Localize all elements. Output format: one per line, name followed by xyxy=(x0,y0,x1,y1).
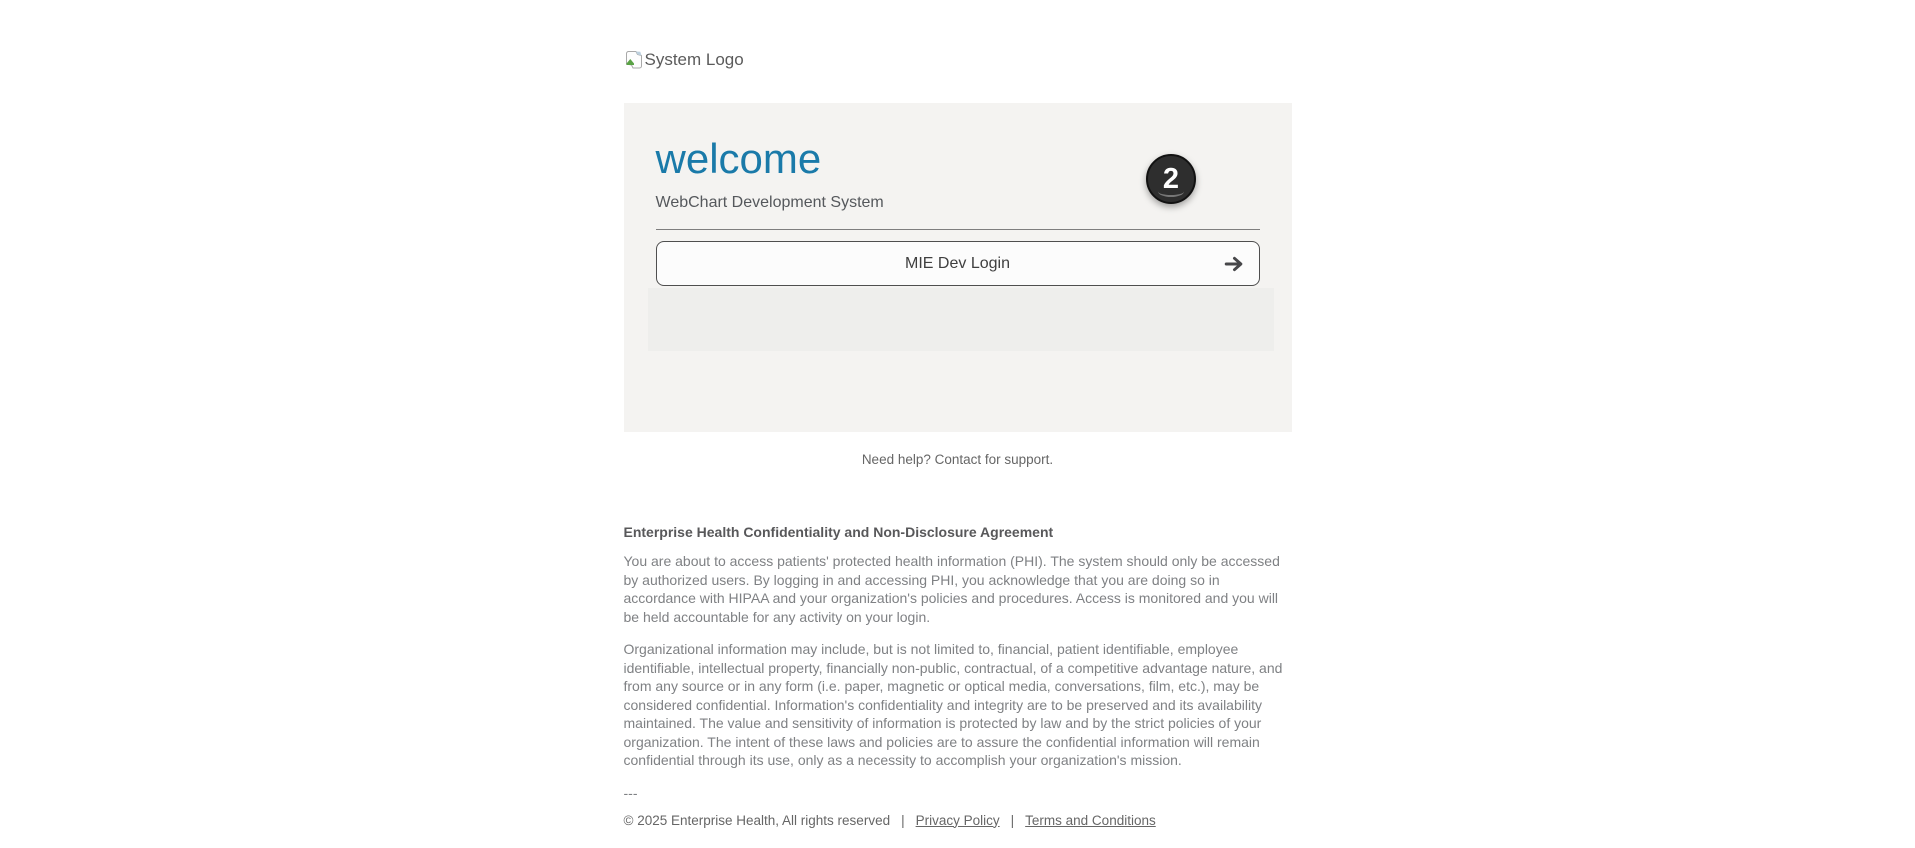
annotation-badge-2: 2 xyxy=(1146,154,1196,204)
help-text: Need help? Contact for support. xyxy=(861,452,1054,467)
card-bottom-spacer xyxy=(656,351,1260,432)
welcome-title: welcome xyxy=(655,135,822,182)
login-form-panel xyxy=(648,288,1274,351)
system-subtitle: WebChart Development System xyxy=(655,194,884,211)
login-card xyxy=(624,103,1292,432)
mie-dev-login-button[interactable] xyxy=(656,241,1260,286)
agreement-divider-dashes: --- xyxy=(623,784,638,801)
agreement-paragraph: You are about to access patients' protected health information (PHI). The system should only be accessed by authorized users. By logging in and accessing PHI, you acknowledge that you are doing so in accordance with HIPAA and your organization's policies and procedures. Access is monitored and you will be held accountable for any activity on your login. xyxy=(623,553,1280,625)
footer-separator: | xyxy=(1010,812,1015,828)
page-footer xyxy=(624,813,1292,828)
copyright-text: © 2025 Enterprise Health, All rights reserved xyxy=(623,812,891,828)
confidentiality-agreement xyxy=(624,524,1292,801)
system-logo xyxy=(624,50,1292,70)
content-column xyxy=(624,0,1292,828)
system-logo-alt-text: System Logo xyxy=(644,50,744,69)
broken-image-icon xyxy=(624,50,644,70)
privacy-policy-link[interactable]: Privacy Policy xyxy=(915,812,1000,828)
footer-separator: | xyxy=(901,812,905,828)
terms-and-conditions-link[interactable]: Terms and Conditions xyxy=(1025,812,1156,828)
card-divider xyxy=(656,229,1260,230)
agreement-heading: Enterprise Health Confidentiality and Non-Disclosure Agreement xyxy=(623,524,1054,540)
agreement-paragraph: Organizational information may include, but is not limited to, financial, patient identifiable, employee identifiable, intellectual property, financially non-public, contractual, of a competitive advantage nature, and from any source or in any form (i.e. paper, magnetic or optical media, conversations, film, etc.), may be considered confidential. Information's confidentiality and integrity are to be preserved and its availability maintained. The value and sensitivity of information is protected by law and by the strict policies of your organization. The intent of these laws and policies are to assure the confidential information will remain confidential through its use, only as a necessity to accomplish your organization's mission. xyxy=(623,641,1283,768)
login-button-label: MIE Dev Login xyxy=(905,254,1010,272)
arrow-right-icon xyxy=(1223,253,1245,275)
